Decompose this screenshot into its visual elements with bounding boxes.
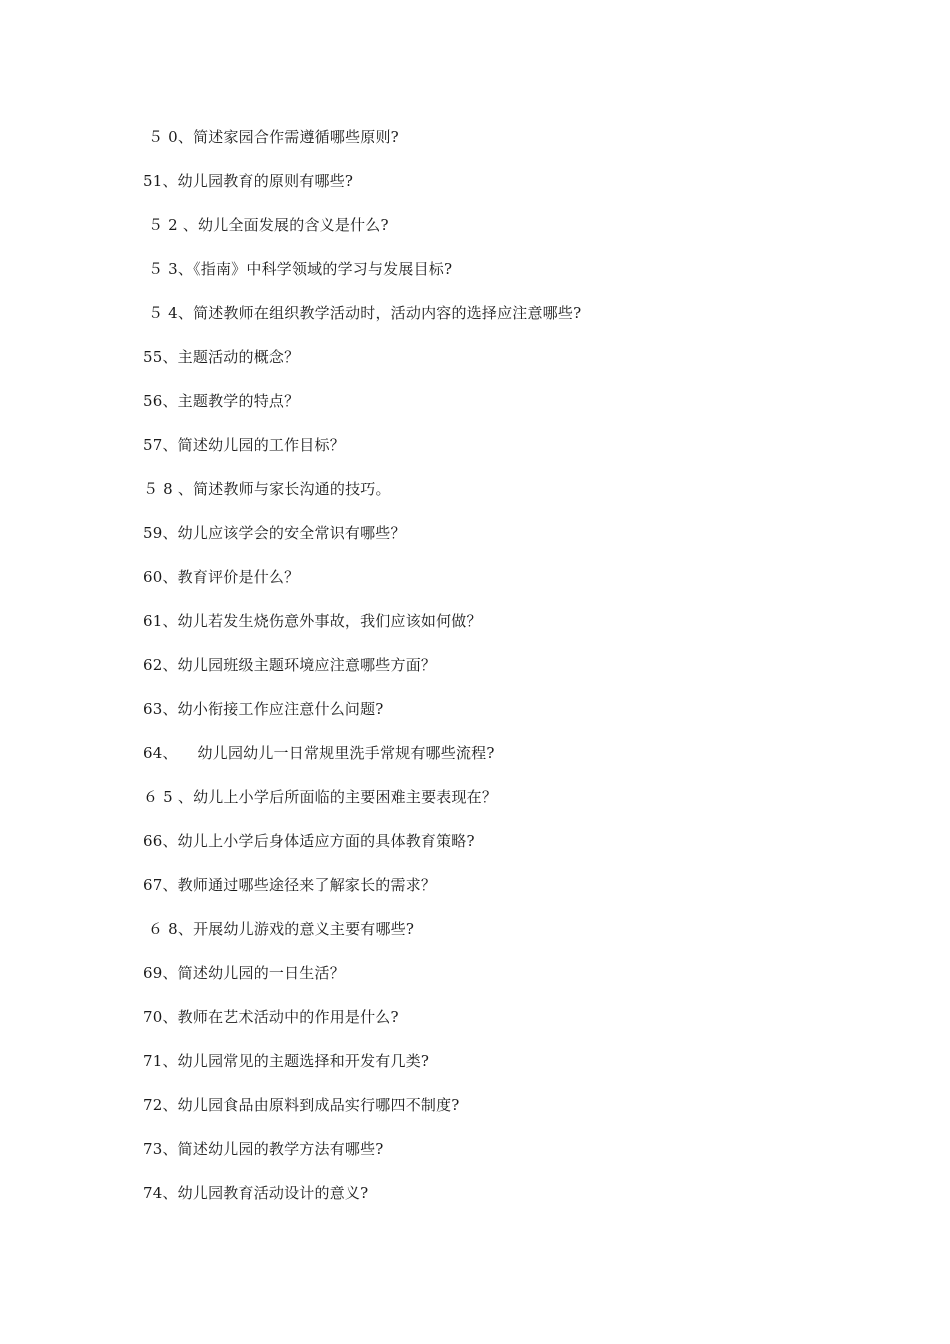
question-item: 59、幼儿应该学会的安全常识有哪些？ [143,524,406,542]
question-item: ５ 0、简述家园合作需遵循哪些原则? [143,128,399,146]
question-item: ６ 8、开展幼儿游戏的意义主要有哪些? [143,920,415,938]
question-item: 57、简述幼儿园的工作目标？ [143,436,345,454]
question-item: 62、幼儿园班级主题环境应注意哪些方面？ [143,656,437,674]
question-item: 63、幼小衔接工作应注意什么问题? [143,700,384,718]
question-item: 71、幼儿园常见的主题选择和开发有几类? [143,1052,430,1070]
question-item: 67、教师通过哪些途径来了解家长的需求？ [143,876,437,894]
question-item: ５ 3、《指南》中科学领域的学习与发展目标? [143,260,453,278]
question-list [143,124,581,1224]
question-item: 73、简述幼儿园的教学方法有哪些? [143,1140,384,1158]
question-item: 51、幼儿园教育的原则有哪些? [143,172,354,190]
question-item: 55、主题活动的概念？ [143,348,300,366]
question-item: 56、主题教学的特点？ [143,392,300,410]
question-item: 69、简述幼儿园的一日生活？ [143,964,345,982]
question-item: 74、幼儿园教育活动设计的意义? [143,1184,369,1202]
question-item: 61、幼儿若发生烧伤意外事故，我们应该如何做？ [143,612,482,630]
question-item: 66、幼儿上小学后身体适应方面的具体教育策略? [143,832,475,850]
question-item: 70、教师在艺术活动中的作用是什么? [143,1008,399,1026]
question-item: ５ 4、简述教师在组织教学活动时，活动内容的选择应注意哪些? [143,304,582,322]
question-item: 60、教育评价是什么？ [143,568,300,586]
question-item: ６ 5 、幼儿上小学后所面临的主要困难主要表现在？ [143,788,498,806]
question-item: ５ 2 、幼儿全面发展的含义是什么? [143,216,389,234]
question-item: ５ 8 、简述教师与家长沟通的技巧。 [143,480,391,498]
question-item: 64、 幼儿园幼儿一日常规里洗手常规有哪些流程? [143,744,495,762]
question-item: 72、幼儿园食品由原料到成品实行哪四不制度? [143,1096,460,1114]
